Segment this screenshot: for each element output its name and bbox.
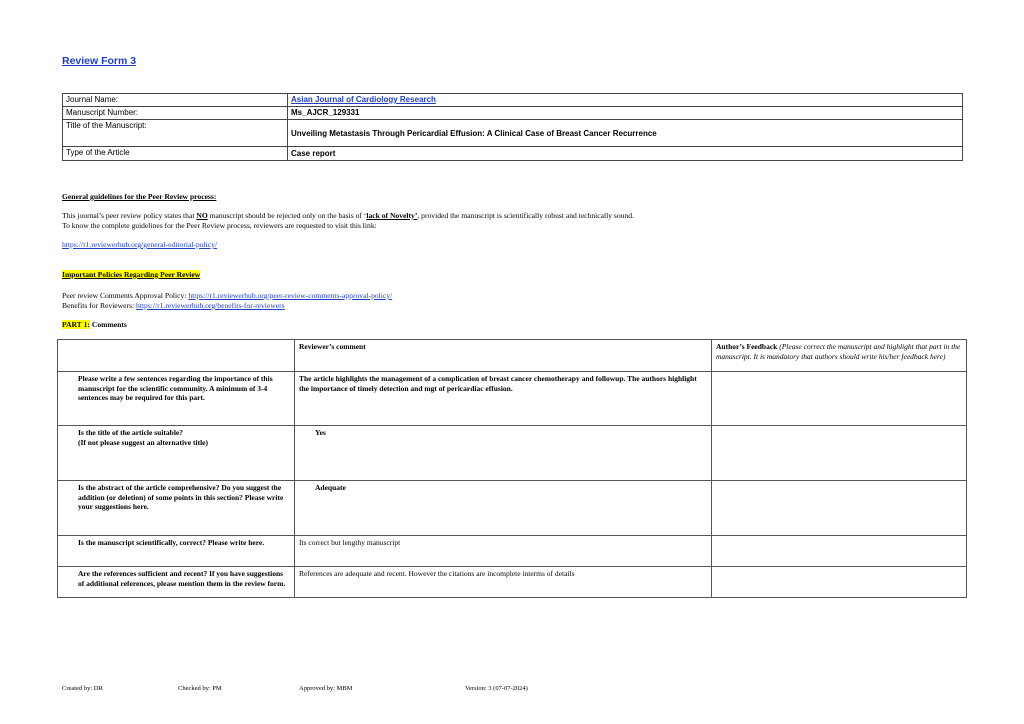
approval-policy-label: Peer review Comments Approval Policy: xyxy=(62,291,189,300)
author-feedback-cell[interactable] xyxy=(712,536,967,567)
guidelines-heading-text: General guidelines for the Peer Review process: xyxy=(62,192,217,201)
manuscript-title-value: Unveiling Metastasis Through Pericardial Effusion: A Clinical Case of Breast Cancer Recurrence xyxy=(288,120,963,147)
guidelines-text: manuscript should be rejected only on the basis of ‘ xyxy=(207,211,367,220)
footer-created-by: Created by: DR xyxy=(62,685,103,692)
article-type-value: Case report xyxy=(288,147,963,161)
reviewer-comment-cell: Its correct but lengthy manuscript xyxy=(295,536,712,567)
reviewer-comment-header: Reviewer’s comment xyxy=(295,340,712,372)
form-title: Review Form 3 xyxy=(62,55,137,67)
guidelines-heading xyxy=(62,192,216,202)
guidelines-visit-text: To know the complete guidelines for the Peer Review process, reviewers are requested to visit this link: xyxy=(62,221,377,230)
table-row xyxy=(58,372,967,426)
manuscript-number-label: Manuscript Number: xyxy=(63,107,288,120)
part1-heading xyxy=(62,320,127,330)
table-row xyxy=(63,107,963,120)
table-row xyxy=(63,120,963,147)
table-row xyxy=(58,567,967,598)
editorial-policy-link[interactable]: https://r1.reviewerhub.org/general-editorial-policy/ xyxy=(62,240,218,249)
question-cell: Are the references sufficient and recent? If you have suggestions of additional references, please mention them in the review form. xyxy=(58,567,295,598)
journal-name-label: Journal Name: xyxy=(63,94,288,107)
question-line: (If not please suggest an alternative title) xyxy=(78,437,208,447)
guidelines-paragraph xyxy=(62,211,634,231)
footer-version: Version: 3 (07-07-2024) xyxy=(465,685,528,692)
manuscript-number-value: Ms_AJCR_129331 xyxy=(288,107,963,120)
table-header-row xyxy=(58,340,967,372)
footer-approved-by: Approved by: MBM xyxy=(299,685,353,692)
author-feedback-instructions: (Please correct the manuscript and highlight that part in the manuscript. It is mandatory that authors should write his/her feedback here) xyxy=(716,342,961,361)
policies-heading xyxy=(62,270,200,280)
reviewer-comment-cell: Adequate xyxy=(295,481,712,536)
footer-checked-by: Checked by: PM xyxy=(178,685,222,692)
article-type-label: Type of the Article xyxy=(63,147,288,161)
table-row xyxy=(63,147,963,161)
author-feedback-header xyxy=(712,340,967,372)
comments-table xyxy=(57,339,967,598)
guidelines-novelty: lack of Novelty’ xyxy=(366,211,418,220)
guidelines-text: , provided the manuscript is scientifically robust and technically sound. xyxy=(417,211,634,220)
policies-heading-text: Important Policies Regarding Peer Review xyxy=(62,270,201,279)
author-feedback-cell[interactable] xyxy=(712,567,967,598)
manuscript-info-table xyxy=(62,93,963,161)
question-line: Is the title of the article suitable? xyxy=(78,428,183,437)
author-feedback-title: Author’s Feedback xyxy=(716,342,778,351)
journal-name-value[interactable]: Asian Journal of Cardiology Research xyxy=(288,94,963,107)
benefits-link[interactable]: https://r1.reviewerhub.org/benefits-for-reviewers xyxy=(136,301,285,310)
reviewer-comment-cell: References are adequate and recent. However the citations are incomplete interms of details xyxy=(295,567,712,598)
question-header-cell xyxy=(58,340,295,372)
benefits-label: Benefits for Reviewers: xyxy=(62,301,137,310)
question-cell xyxy=(58,426,295,481)
reviewer-comment-cell: Yes xyxy=(295,426,712,481)
question-cell: Please write a few sentences regarding the importance of this manuscript for the scientific community. A minimum of 3-4 sentences may be required for this part. xyxy=(58,372,295,426)
part1-title: Comments xyxy=(89,320,127,329)
approval-policy-link[interactable]: https://r1.reviewerhub.org/peer-review-comments-approval-policy/ xyxy=(188,291,393,300)
author-feedback-cell[interactable] xyxy=(712,372,967,426)
reviewer-comment-cell: The article highlights the management of a complication of breast cancer chemotherapy and followup. The authors highlight the importance of timely detection and mgt of pericardiac effusion. xyxy=(295,372,712,426)
table-row xyxy=(63,94,963,107)
guidelines-link-line xyxy=(62,240,217,250)
policies-links xyxy=(62,291,392,311)
table-row xyxy=(58,426,967,481)
guidelines-no: NO xyxy=(196,211,208,220)
question-cell: Is the abstract of the article comprehensive? Do you suggest the addition (or deletion) of some points in this section? Please write your suggestions here. xyxy=(58,481,295,536)
author-feedback-cell[interactable] xyxy=(712,426,967,481)
manuscript-title-label: Title of the Manuscript: xyxy=(63,120,288,147)
table-row xyxy=(58,536,967,567)
part1-label: PART 1: xyxy=(62,320,90,329)
guidelines-text: This journal’s peer review policy states that xyxy=(62,211,197,220)
footer xyxy=(0,685,1024,697)
question-cell: Is the manuscript scientifically, correct? Please write here. xyxy=(58,536,295,567)
author-feedback-cell[interactable] xyxy=(712,481,967,536)
table-row xyxy=(58,481,967,536)
